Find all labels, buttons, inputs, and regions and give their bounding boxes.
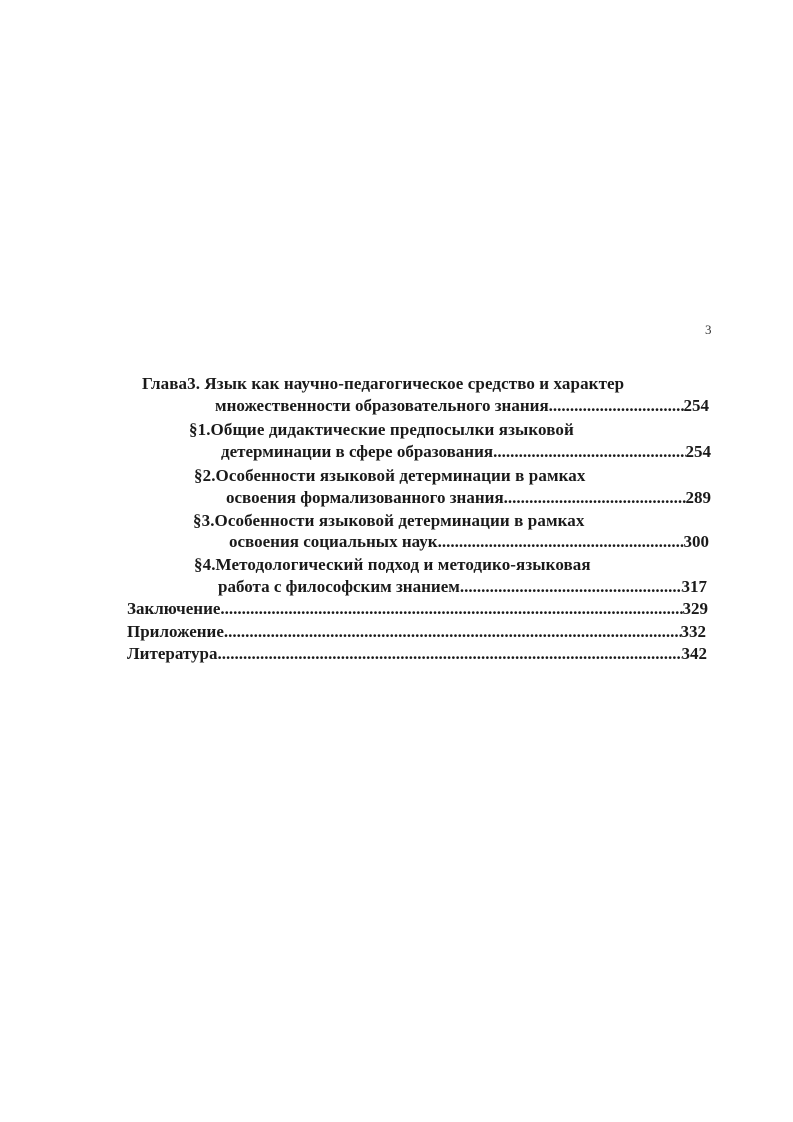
toc-chapter3-title-cont: множественности образовательного знания [215, 396, 549, 415]
toc-section1-title: §1.Общие дидактические предпосылки языковой [189, 420, 574, 439]
toc-section4-title: §4.Методологический подход и методико-языковая [194, 555, 591, 574]
toc-section2-page: 289 [685, 488, 711, 507]
toc-section1-entry [221, 442, 711, 462]
toc-appendix-entry [127, 622, 706, 642]
toc-literature-entry [127, 644, 707, 664]
toc-chapter3-entry [215, 396, 709, 416]
toc-chapter3-title: Глава3. Язык как научно-педагогическое средство и характер [142, 374, 625, 393]
toc-section3-page: 300 [683, 532, 709, 551]
toc-section4-entry [218, 577, 707, 597]
toc-section4-title-cont: работа с философским знанием [218, 577, 460, 596]
toc-leader-dots [549, 396, 684, 416]
toc-leader-dots [493, 442, 685, 462]
toc-appendix-page: 332 [680, 622, 706, 641]
toc-section1-page: 254 [685, 442, 711, 461]
toc-section2-title: §2.Особенности языковой детерминации в рамках [194, 466, 586, 485]
toc-leader-dots [438, 532, 684, 552]
toc-section3-title: §3.Особенности языковой детерминации в рамках [193, 511, 585, 530]
toc-section1-title-cont: детерминации в сфере образования [221, 442, 494, 461]
toc-leader-dots [224, 622, 681, 642]
toc-conclusion-entry [127, 599, 708, 619]
toc-section4-page: 317 [681, 577, 707, 596]
page-number: 3 [705, 322, 712, 337]
toc-leader-dots [504, 488, 686, 508]
toc-section3-title-cont: освоения социальных наук [229, 532, 438, 551]
toc-section2-title-cont: освоения формализованного знания [226, 488, 504, 507]
toc-section3-entry [229, 532, 709, 552]
toc-conclusion-label: Заключение [127, 599, 221, 618]
toc-section2-entry [226, 488, 711, 508]
toc-appendix-label: Приложение [127, 622, 224, 641]
toc-leader-dots [220, 599, 682, 619]
toc-conclusion-page: 329 [682, 599, 708, 618]
toc-literature-label: Литература [127, 644, 218, 663]
toc-leader-dots [217, 644, 681, 664]
toc-leader-dots [460, 577, 682, 597]
toc-literature-page: 342 [681, 644, 707, 663]
toc-chapter3-page: 254 [683, 396, 709, 415]
